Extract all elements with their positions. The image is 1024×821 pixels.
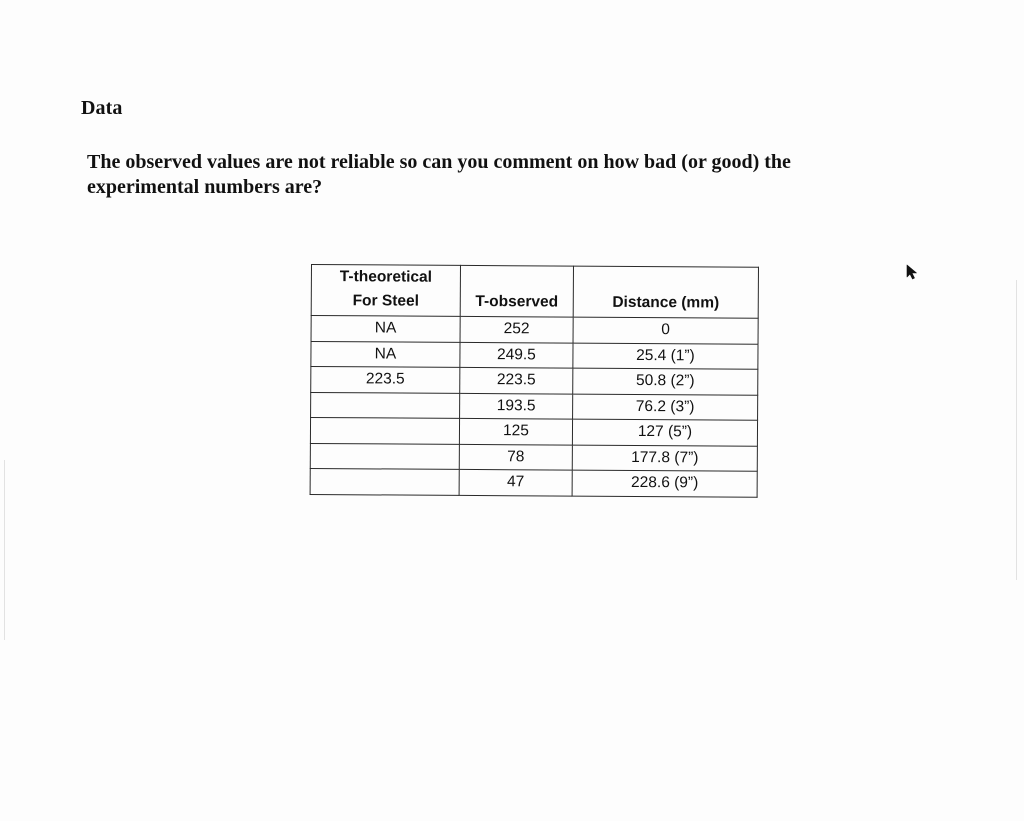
table-row: [311, 392, 758, 420]
header-t-theoretical-line1: T-theoretical: [339, 268, 433, 286]
cell-observed: 47: [459, 469, 572, 495]
mouse-pointer-icon: [906, 264, 918, 280]
cell-theoretical: NA: [311, 341, 460, 367]
header-t-theoretical-line2: For Steel: [352, 292, 419, 310]
question-text: The observed values are not reliable so can you comment on how bad (or good) the experimental numbers are?: [87, 151, 791, 198]
header-t-observed: T-observed: [460, 265, 573, 317]
cell-distance: 50.8 (2”): [573, 368, 758, 395]
data-table: [310, 264, 759, 497]
cell-distance: 228.6 (9”): [572, 470, 757, 497]
table-row: [311, 367, 758, 395]
scan-edge-left: [4, 460, 5, 640]
header-distance: Distance (mm): [573, 266, 758, 318]
table-row: [311, 341, 758, 369]
cell-distance: 0: [573, 317, 758, 344]
cell-observed: 249.5: [460, 342, 573, 368]
cell-distance: 76.2 (3”): [573, 394, 758, 421]
cell-theoretical: [311, 392, 460, 418]
cell-theoretical: [310, 418, 459, 444]
cell-distance: 25.4 (1”): [573, 343, 758, 370]
cell-theoretical: [310, 468, 459, 494]
table-row: [310, 468, 757, 496]
table-row: [311, 316, 758, 344]
cell-observed: 223.5: [460, 367, 573, 393]
cell-observed: 78: [459, 444, 572, 470]
cell-observed: 125: [459, 418, 572, 444]
table-row: [310, 443, 757, 471]
cell-theoretical: NA: [311, 316, 460, 342]
cell-observed: 252: [460, 316, 573, 342]
table-header-row: [311, 265, 758, 319]
cell-distance: 177.8 (7”): [572, 445, 757, 472]
header-t-theoretical: [311, 265, 460, 317]
scan-edge-right: [1016, 280, 1017, 580]
cell-observed: 193.5: [460, 393, 573, 419]
section-heading: Data: [81, 97, 123, 119]
table-row: [310, 418, 757, 446]
cell-theoretical: 223.5: [311, 367, 460, 393]
cell-distance: 127 (5”): [572, 419, 757, 446]
cell-theoretical: [310, 443, 459, 469]
